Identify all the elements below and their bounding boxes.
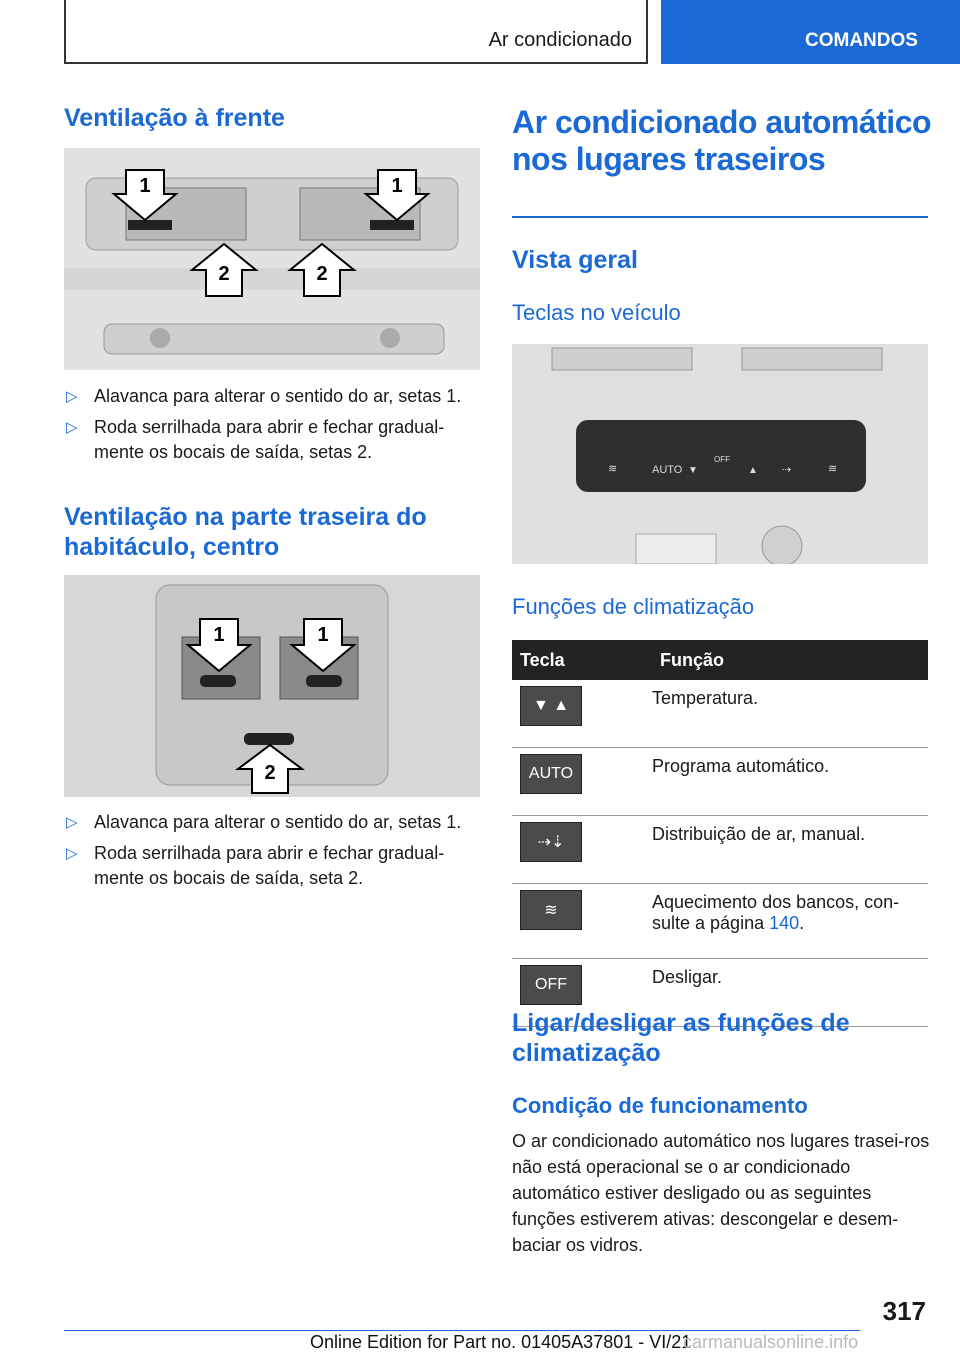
footer-divider <box>64 1330 860 1331</box>
table-cell-function: Programa automático. <box>652 748 928 816</box>
section-divider <box>512 216 928 218</box>
heading-toggle-climate-functions: Ligar/desligar as funções de climatização <box>512 1009 850 1067</box>
svg-text:▲: ▲ <box>748 465 758 476</box>
heading-rear-climate: Ar condicionado automático nos lugares traseiros <box>512 104 932 177</box>
climate-functions-table <box>512 640 928 1027</box>
air-distribution-key-icon: ⇢⇣ <box>520 822 582 862</box>
svg-text:1: 1 <box>391 175 403 197</box>
watermark-text: carmanualsonline.info <box>683 1332 859 1352</box>
table-row <box>512 884 928 959</box>
rear-control-panel-image <box>512 344 928 564</box>
table-row <box>512 748 928 816</box>
list-item: ▷ Alavanca para alterar o sentido do ar, setas 1. <box>64 810 484 835</box>
table-cell-function: Aquecimento dos bancos, con-sulte a página 140. <box>652 884 928 959</box>
list-item: ▷ Roda serrilhada para abrir e fechar gradual-mente os bocais de saída, seta 2. <box>66 843 445 888</box>
temperature-keys-icon: ▼ ▲ <box>520 686 582 726</box>
svg-text:⇢: ⇢ <box>782 464 792 476</box>
svg-text:1: 1 <box>213 624 225 646</box>
panel-auto-label: AUTO <box>652 464 683 476</box>
heading-climate-functions: Funções de climatização <box>512 594 755 619</box>
header-section-box <box>64 0 648 64</box>
triangle-bullet-icon: ▷ <box>66 845 78 862</box>
header-chapter-tab: COMANDOS <box>661 0 960 64</box>
footer-edition-text: Online Edition for Part no. 01405A37801 - VI/21 <box>310 1332 692 1352</box>
heading-overview: Vista geral <box>512 246 639 274</box>
triangle-bullet-icon: ▷ <box>66 814 78 831</box>
column-header-key: Tecla <box>512 640 652 680</box>
svg-text:1: 1 <box>139 175 151 197</box>
operating-condition-paragraph: O ar condicionado automático nos lugares trasei-ros não está operacional se o ar condicionado automático estiver desligado ou as seguintes funções estiverem ativas: descongelar e desem-baciar os vidros. <box>512 1131 930 1255</box>
column-header-function: Função <box>652 640 928 680</box>
table-row <box>512 816 928 884</box>
rear-vents-image <box>64 575 480 797</box>
table-header-row <box>512 640 928 680</box>
off-key-icon: OFF <box>520 965 582 1005</box>
heading-rear-center-ventilation: Ventilação na parte traseira do habitáculo, centro <box>64 503 427 561</box>
triangle-bullet-icon: ▷ <box>66 388 78 405</box>
seat-heating-key-icon: ≋ <box>520 890 582 930</box>
heading-front-ventilation: Ventilação à frente <box>64 104 285 132</box>
heading-vehicle-buttons: Teclas no veículo <box>512 300 681 325</box>
header-section-title: Ar condicionado <box>488 29 632 51</box>
panel-off-label: OFF <box>714 455 730 464</box>
page-reference-link[interactable]: 140 <box>769 913 800 933</box>
list-item: ▷ Roda serrilhada para abrir e fechar gradual-mente os bocais de saída, setas 2. <box>66 417 445 462</box>
svg-text:2: 2 <box>264 762 276 784</box>
svg-text:▼: ▼ <box>688 465 698 476</box>
list-item: ▷ Alavanca para alterar o sentido do ar, setas 1. <box>64 384 484 409</box>
svg-text:1: 1 <box>317 624 329 646</box>
svg-text:2: 2 <box>316 263 328 285</box>
front-vents-image <box>64 148 480 370</box>
svg-text:2: 2 <box>218 263 230 285</box>
triangle-bullet-icon: ▷ <box>66 419 78 436</box>
front-vents-bullet-list <box>64 384 484 471</box>
auto-key-icon: AUTO <box>520 754 582 794</box>
table-row <box>512 680 928 748</box>
table-cell-function: Temperatura. <box>652 680 928 748</box>
svg-text:≋: ≋ <box>828 463 838 475</box>
rear-vents-bullet-list <box>64 810 484 897</box>
svg-text:≋: ≋ <box>608 463 618 475</box>
table-cell-function: Desligar. <box>652 959 928 1027</box>
table-cell-function: Distribuição de ar, manual. <box>652 816 928 884</box>
page-number: 317 <box>882 1296 926 1326</box>
heading-operating-condition: Condição de funcionamento <box>512 1093 808 1118</box>
